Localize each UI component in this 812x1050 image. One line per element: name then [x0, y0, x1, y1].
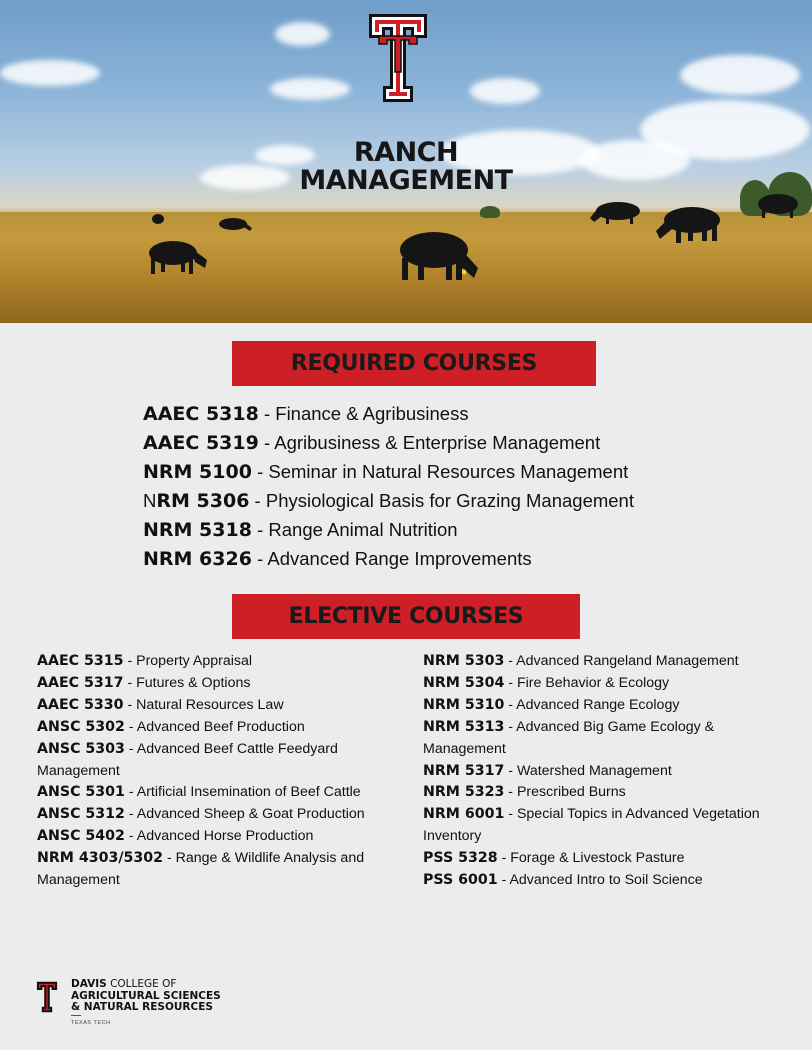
- college-name: [71, 979, 221, 1014]
- course-code: NRM 5313: [423, 718, 505, 735]
- list-item: [37, 739, 417, 783]
- cloud: [680, 55, 800, 95]
- college-name-rest: COLLEGE OF: [106, 978, 177, 990]
- course-code: AAEC 5318: [143, 403, 259, 425]
- cow: [151, 213, 165, 225]
- list-item: [143, 399, 783, 428]
- list-item: [143, 486, 783, 515]
- list-item: [423, 782, 793, 804]
- list-item: [37, 848, 417, 892]
- list-item: [423, 717, 793, 761]
- cow: [656, 205, 722, 245]
- course-code: NRM 5317: [423, 762, 505, 779]
- course-code: RM 5306: [156, 490, 250, 512]
- cow: [756, 192, 800, 220]
- list-item: [143, 457, 783, 486]
- course-code: PSS 5328: [423, 850, 498, 867]
- course-title: - Natural Resources Law: [123, 696, 284, 713]
- list-item: [423, 848, 793, 870]
- list-item: [37, 782, 417, 804]
- list-item: [37, 695, 417, 717]
- course-code: AAEC 5317: [37, 674, 124, 691]
- course-code: ANSC 5303: [37, 740, 125, 757]
- course-title: - Advanced Rangeland Management: [504, 653, 739, 669]
- university-name: TEXAS TECH: [71, 1020, 111, 1026]
- list-item: [37, 826, 417, 848]
- course-title: - Advanced Big Game Ecology & Management: [423, 718, 715, 757]
- list-item: [37, 804, 417, 826]
- course-title: - Seminar in Natural Resources Management: [251, 461, 629, 482]
- course-code: NRM 4303/5302: [37, 850, 164, 867]
- texas-tech-logo-icon: [367, 12, 429, 104]
- course-title: - Advanced Intro to Soil Science: [497, 872, 703, 889]
- required-courses-heading: REQUIRED COURSES: [232, 341, 596, 386]
- course-title: - Forage & Livestock Pasture: [497, 850, 685, 867]
- course-code: NRM 5310: [423, 696, 505, 713]
- course-code: ANSC 5301: [37, 784, 125, 801]
- course-title: - Agribusiness & Enterprise Management: [258, 432, 601, 453]
- course-code: ANSC 5402: [37, 828, 125, 845]
- course-title: - Advanced Range Ecology: [504, 696, 680, 713]
- list-item: [143, 515, 783, 544]
- cow: [147, 238, 209, 274]
- course-title: - Artificial Insemination of Beef Cattle: [124, 784, 361, 801]
- course-title: - Property Appraisal: [123, 653, 253, 669]
- course-title: - Advanced Beef Cattle Feedyard Management: [37, 740, 338, 779]
- list-item: [423, 761, 793, 783]
- course-title: - Advanced Horse Production: [124, 828, 314, 845]
- list-item: [37, 651, 417, 673]
- tree: [480, 206, 500, 218]
- course-title: - Finance & Agribusiness: [258, 403, 469, 424]
- list-item: [37, 717, 417, 739]
- texas-tech-logo-icon: [35, 981, 59, 1013]
- course-code: NRM 5303: [423, 653, 505, 669]
- course-code-prefix: N: [143, 490, 157, 511]
- list-item: [143, 544, 783, 573]
- course-code: NRM 5323: [423, 784, 505, 801]
- cloud: [0, 60, 100, 86]
- course-code: NRM 5304: [423, 674, 505, 691]
- college-name-line3: & NATURAL RESOURCES: [71, 1001, 213, 1013]
- list-item: [143, 428, 783, 457]
- course-title: - Fire Behavior & Ecology: [504, 674, 670, 691]
- divider: [71, 1015, 81, 1016]
- list-item: [423, 673, 793, 695]
- college-name-line2: AGRICULTURAL SCIENCES: [71, 989, 221, 1002]
- course-title: - Special Topics in Advanced Vegetation Inventory: [423, 806, 760, 845]
- course-title: - Range & Wildlife Analysis and Management: [37, 850, 365, 889]
- elective-course-list-left: [37, 651, 417, 892]
- course-code: AAEC 5330: [37, 696, 124, 713]
- cow: [590, 200, 642, 224]
- cow: [398, 228, 480, 282]
- course-title: - Advanced Range Improvements: [251, 548, 532, 569]
- list-item: [423, 651, 793, 673]
- required-course-list: [143, 399, 783, 573]
- cloud: [270, 78, 350, 100]
- course-code: ANSC 5312: [37, 806, 125, 823]
- page-title-line2: MANAGEMENT: [299, 165, 513, 196]
- list-item: [423, 870, 793, 892]
- course-code: NRM 5318: [143, 519, 252, 541]
- course-title: - Watershed Management: [504, 762, 672, 779]
- college-name-bold: DAVIS: [71, 978, 107, 990]
- list-item: [37, 673, 417, 695]
- course-code: NRM 5100: [143, 461, 252, 483]
- course-code: AAEC 5315: [37, 653, 124, 669]
- list-item: [423, 695, 793, 717]
- cloud: [470, 78, 540, 104]
- cow: [218, 217, 252, 233]
- elective-courses-heading: ELECTIVE COURSES: [232, 594, 580, 639]
- course-title: - Futures & Options: [123, 674, 251, 691]
- course-title: - Physiological Basis for Grazing Management: [249, 490, 634, 511]
- course-code: PSS 6001: [423, 872, 498, 889]
- cloud: [275, 22, 330, 46]
- course-code: ANSC 5302: [37, 718, 125, 735]
- course-code: NRM 6001: [423, 806, 505, 823]
- course-title: - Advanced Sheep & Goat Production: [124, 806, 365, 823]
- course-title: - Range Animal Nutrition: [251, 519, 458, 540]
- elective-course-list-right: [423, 651, 793, 892]
- course-title: - Advanced Beef Production: [124, 718, 305, 735]
- hero-banner: [0, 0, 812, 323]
- course-title: - Prescribed Burns: [504, 784, 626, 801]
- course-code: AAEC 5319: [143, 432, 259, 454]
- list-item: [423, 804, 793, 848]
- page-title-line1: RANCH: [353, 137, 459, 168]
- course-code: NRM 6326: [143, 548, 252, 570]
